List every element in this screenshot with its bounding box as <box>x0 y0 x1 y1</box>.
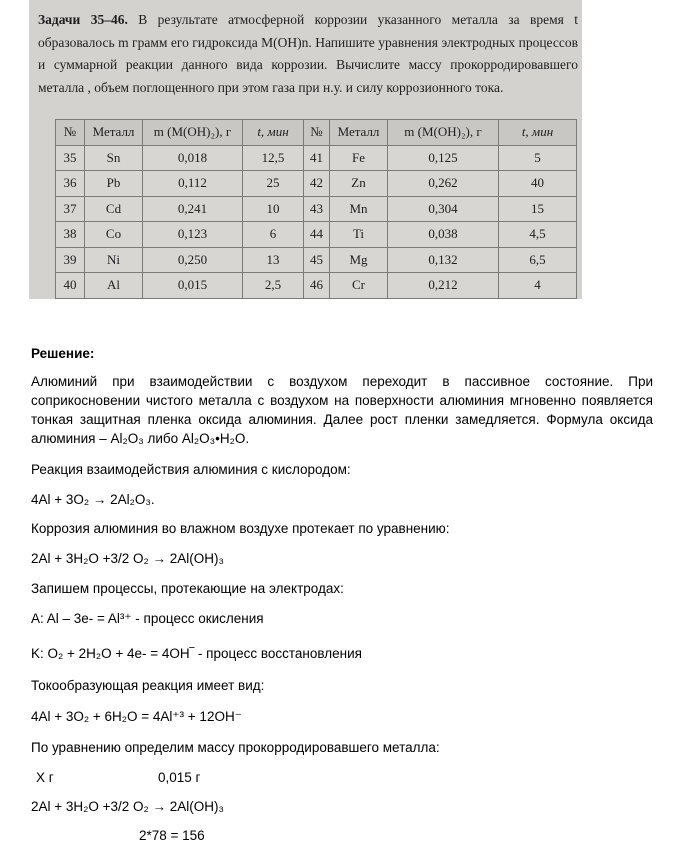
task-statement <box>38 9 578 99</box>
table-cell: Fe <box>330 145 388 171</box>
table-header: t, мин <box>499 120 577 146</box>
table-cell: Mg <box>330 247 388 273</box>
anode-process: A: Al – 3e- = Al³⁺ - процесс окисления <box>31 611 264 626</box>
molar-mass: 2*78 = 156 <box>139 828 205 843</box>
x-grams: X г <box>36 770 54 785</box>
table-cell: 10 <box>243 196 304 222</box>
mass-label: По уравнению определим массу прокорродировавшего металла: <box>31 740 440 755</box>
table-cell: 35 <box>56 145 85 171</box>
table-cell: 0,241 <box>143 196 243 222</box>
table-cell: 43 <box>304 196 330 222</box>
equation-2: 2Al + 3H₂O +3/2 O₂ → 2Al(OH)₃ <box>31 551 225 566</box>
table-cell: 5 <box>499 145 577 171</box>
table-header: № <box>304 120 330 146</box>
table-row <box>56 222 577 248</box>
table-cell: 0,262 <box>388 171 499 197</box>
table-cell: 12,5 <box>243 145 304 171</box>
table-cell: Cd <box>85 196 143 222</box>
table-header: Металл <box>330 120 388 146</box>
table-cell: 0,123 <box>143 222 243 248</box>
table-cell: Al <box>85 273 143 299</box>
solution-intro: Алюминий при взаимодействии с воздухом переходит в пассивное состояние. При соприкосновении чистого металла с воздухом на поверхности алюминия мгновенно появляется тонкая защитная пленка оксида алюминия. Далее рост пленки замедляется. Формула оксида алюминия – Al₂O₃ либо Al₂O₃•H₂O. <box>31 374 653 446</box>
table-row <box>56 247 577 273</box>
table-cell: 0,304 <box>388 196 499 222</box>
table-cell: 4,5 <box>499 222 577 248</box>
table-cell: 40 <box>499 171 577 197</box>
table-cell: 6 <box>243 222 304 248</box>
table-header-row <box>56 120 577 146</box>
mass-grams: 0,015 г <box>158 770 201 785</box>
reaction-o2-label: Реакция взаимодействия алюминия с кислородом: <box>31 462 351 477</box>
table-cell: 0,018 <box>143 145 243 171</box>
table-header: № <box>56 120 85 146</box>
table-cell: 0,112 <box>143 171 243 197</box>
table-cell: 0,132 <box>388 247 499 273</box>
table-cell: 37 <box>56 196 85 222</box>
table-row <box>56 171 577 197</box>
table-header: m (M(OH)₂), г <box>388 120 499 146</box>
table-cell: 46 <box>304 273 330 299</box>
table-cell: Cr <box>330 273 388 299</box>
table-cell: 0,015 <box>143 273 243 299</box>
table-cell: Ni <box>85 247 143 273</box>
task-number: Задачи 35–46. <box>38 12 128 27</box>
table-cell: 44 <box>304 222 330 248</box>
table-row <box>56 273 577 299</box>
table-cell: Pb <box>85 171 143 197</box>
cathode-process: K: O₂ + 2H₂O + 4e- = 4OH‾ - процесс восстановления <box>31 646 362 661</box>
table-cell: Sn <box>85 145 143 171</box>
table-cell: 13 <box>243 247 304 273</box>
table-cell: 41 <box>304 145 330 171</box>
data-table <box>55 119 577 299</box>
task-text: В результате атмосферной коррозии указанного металла за время t образовалось m грамм его гидроксида M(OH)n. Напишите уравнения электродных процессов и суммарной реакции данного вида коррозии. Вычислите массу прокорродировавшего металла , объем поглощенного при этом газа при н.у. и силу коррозионного тока. <box>38 12 578 95</box>
table-cell: 40 <box>56 273 85 299</box>
equation-1: 4Al + 3O₂ → 2Al₂O₃. <box>31 492 155 507</box>
table-cell: Co <box>85 222 143 248</box>
table-cell: 25 <box>243 171 304 197</box>
solution-heading: Решение: <box>31 346 95 361</box>
table-cell: 0,038 <box>388 222 499 248</box>
table-cell: 0,125 <box>388 145 499 171</box>
table-cell: Zn <box>330 171 388 197</box>
table-cell: 15 <box>499 196 577 222</box>
table-header: t, мин <box>243 120 304 146</box>
table-cell: 38 <box>56 222 85 248</box>
table-cell: 0,250 <box>143 247 243 273</box>
table-cell: 45 <box>304 247 330 273</box>
table-cell: Ti <box>330 222 388 248</box>
table-header: m (M(OH)₂), г <box>143 120 243 146</box>
equation-4: 2Al + 3H₂O +3/2 O₂ → 2Al(OH)₃ <box>31 799 225 814</box>
table-row <box>56 145 577 171</box>
table-cell: 0,212 <box>388 273 499 299</box>
task-photo <box>29 0 582 299</box>
table-cell: 39 <box>56 247 85 273</box>
table-row <box>56 196 577 222</box>
corrosion-label: Коррозия алюминия во влажном воздухе протекает по уравнению: <box>31 521 450 536</box>
table-cell: 2,5 <box>243 273 304 299</box>
table-cell: 36 <box>56 171 85 197</box>
table-cell: 42 <box>304 171 330 197</box>
current-reaction-label: Токообразующая реакция имеет вид: <box>31 678 265 693</box>
electrodes-label: Запишем процессы, протекающие на электродах: <box>31 581 344 596</box>
table-cell: 6,5 <box>499 247 577 273</box>
table-header: Металл <box>85 120 143 146</box>
table-cell: 4 <box>499 273 577 299</box>
table-cell: Mn <box>330 196 388 222</box>
equation-3: 4Al + 3O₂ + 6H₂O = 4Al⁺³ + 12OH⁻ <box>31 709 242 724</box>
